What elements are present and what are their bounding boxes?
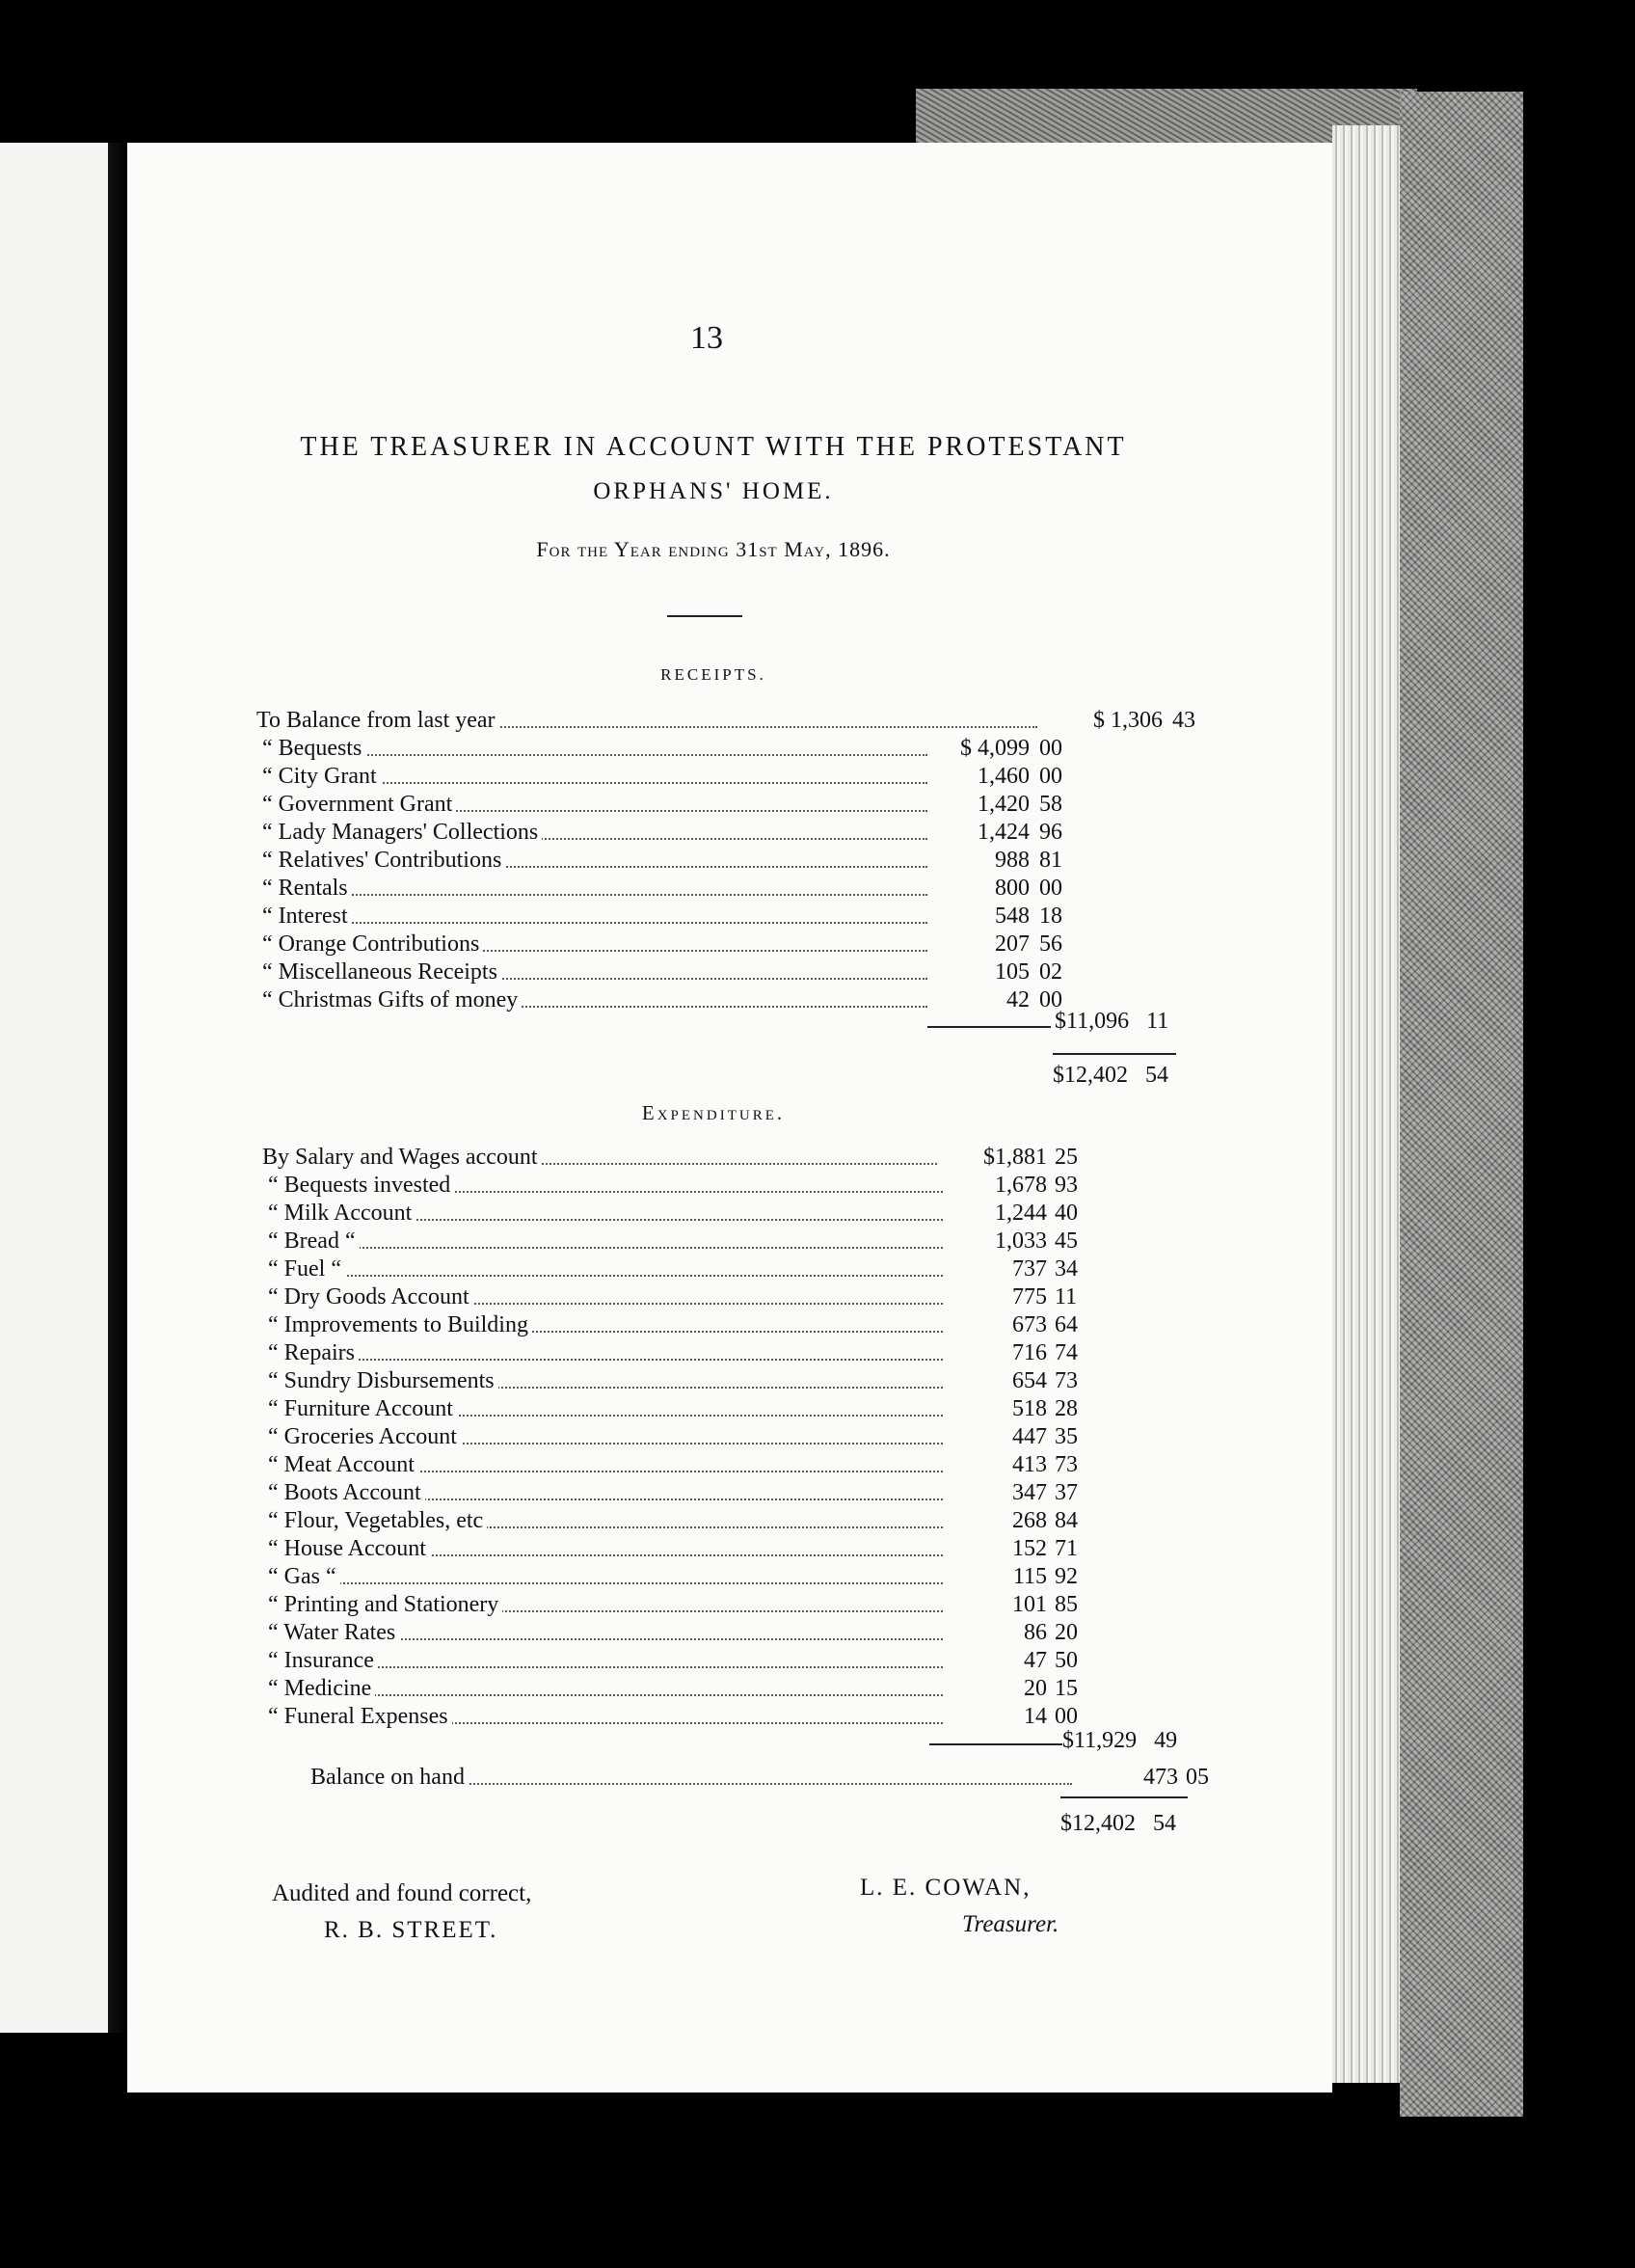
row-amount: 1,244 [995,1201,1047,1226]
row-label: “ Christmas Gifts of money [262,986,522,1014]
row-amount: 1,460 [978,764,1030,789]
row-amount: 800 [995,876,1030,901]
page-number: 13 [690,320,723,356]
row-cents: 34 [1055,1256,1078,1282]
expenditure-row [268,1451,1078,1479]
row-cents: 56 [1039,932,1062,957]
row-label: “ Fuel “ [268,1256,345,1283]
row-amount: 268 [1012,1508,1047,1533]
expenditure-row [268,1339,1078,1367]
leader-dots [272,875,927,896]
expenditure-row [268,1535,1078,1563]
row-amount: 42 [1006,987,1030,1012]
expenditure-row [268,1591,1078,1619]
row-cents: 25 [1055,1145,1078,1170]
expenditure-row [268,1703,1078,1731]
row-label: “ Improvements to Building [268,1311,532,1339]
subtotal-cents: 11 [1146,1009,1169,1034]
leader-dots [278,1228,943,1249]
row-amount: 548 [995,904,1030,929]
treasurer-name: L. E. COWAN, [860,1875,1032,1901]
receipt-row [262,875,1062,903]
row-cents: 81 [1039,848,1062,873]
row-cents: 50 [1055,1648,1078,1673]
row-cents: 74 [1055,1340,1078,1365]
row-amount: 1,420 [978,792,1030,817]
leader-dots [278,1256,943,1277]
expenditure-row [268,1479,1078,1507]
row-label: “ Boots Account [268,1479,425,1507]
row-cents: 85 [1055,1592,1078,1617]
row-label: “ City Grant [262,763,381,791]
subtotal-cents: 49 [1154,1728,1178,1753]
row-label: “ Rentals [262,875,352,903]
row-label: “ Miscellaneous Receipts [262,958,501,986]
row-label: To Balance from last year [256,707,499,735]
title-divider [667,615,742,617]
row-label: “ Bequests [262,735,365,763]
row-amount: 207 [995,932,1030,957]
row-amount: $1,881 [983,1145,1047,1170]
expenditure-row [268,1367,1078,1395]
expenditure-total-rule [1060,1796,1188,1798]
row-cents: 35 [1055,1424,1078,1449]
row-amount: 775 [1012,1284,1047,1310]
row-amount: 347 [1012,1480,1047,1505]
row-label: “ Lady Managers' Collections [262,819,542,847]
row-cents: 00 [1039,876,1062,901]
expenditure-row [268,1311,1078,1339]
row-label: “ Relatives' Contributions [262,847,505,875]
row-cents: 18 [1039,904,1062,929]
row-cents: 84 [1055,1508,1078,1533]
expenditure-row [268,1283,1078,1311]
expenditure-row [268,1619,1078,1647]
row-cents: 43 [1172,708,1195,733]
page-stack-edge [1332,125,1400,2083]
row-amount: $ 4,099 [960,736,1030,761]
row-label: “ Milk Account [268,1200,415,1228]
receipt-row [262,847,1062,875]
receipt-row [262,819,1062,847]
row-cents: 05 [1186,1765,1209,1790]
row-label: “ House Account [268,1535,430,1563]
subtotal-amount: $11,929 [1062,1728,1138,1753]
receipts-heading: RECEIPTS. [660,665,766,684]
expenditure-row [262,1144,1078,1172]
document-subtitle: For the Year ending 31st May, 1896. [536,537,891,561]
receipt-row [262,931,1062,958]
row-cents: 00 [1055,1704,1078,1729]
grand-total-amount: $12,402 [1053,1063,1128,1088]
row-amount: 518 [1012,1396,1047,1421]
leader-dots [278,1563,943,1584]
document-title-line1: THE TREASURER IN ACCOUNT WITH THE PROTESTANT [300,432,1127,462]
expenditure-grand-total [1060,1811,1176,1837]
receipt-row [262,791,1062,819]
auditor-statement: Audited and found correct, [272,1880,532,1906]
expenditure-row [268,1647,1078,1675]
row-cents: 15 [1055,1676,1078,1701]
receipt-row [262,958,1062,986]
row-label: “ Government Grant [262,791,456,819]
row-label: “ Meat Account [268,1451,418,1479]
row-amount: 413 [1012,1452,1047,1477]
row-label: “ Bread “ [268,1228,360,1256]
row-label: “ Bequests invested [268,1172,454,1200]
row-label: “ Repairs [268,1339,359,1367]
row-label: “ Insurance [268,1647,378,1675]
row-amount: 988 [995,848,1030,873]
row-label: “ Groceries Account [268,1423,461,1451]
receipts-subtotal-rule [927,1026,1051,1028]
receipts-grand-total [1053,1063,1168,1089]
book-gutter [108,143,127,2033]
row-cents: 02 [1039,959,1062,985]
subtotal-amount: $11,096 [1055,1009,1130,1034]
book-cover [1400,92,1523,2117]
expenditure-row [268,1423,1078,1451]
row-cents: 45 [1055,1228,1078,1254]
row-cents: 00 [1039,736,1062,761]
expenditure-row [268,1172,1078,1200]
receipts-total-rule [1053,1053,1176,1055]
row-label: “ Flour, Vegetables, etc [268,1507,487,1535]
row-amount: 654 [1012,1368,1047,1393]
expenditure-row [268,1200,1078,1228]
row-label: “ Interest [262,903,352,931]
row-amount: 14 [1024,1704,1047,1729]
row-cents: 93 [1055,1173,1078,1198]
row-cents: 64 [1055,1312,1078,1337]
expenditure-row [268,1395,1078,1423]
document-title-line2: ORPHANS' HOME. [593,478,834,504]
row-amount: 447 [1012,1424,1047,1449]
expenditure-row [268,1228,1078,1256]
receipt-row [262,986,1062,1014]
row-amount: 1,424 [978,820,1030,845]
row-cents: 40 [1055,1201,1078,1226]
expenditure-row [268,1256,1078,1283]
grand-total-cents: 54 [1153,1811,1176,1836]
auditor-name: R. B. STREET. [324,1917,498,1943]
row-cents: 20 [1055,1620,1078,1645]
expenditure-heading: Expenditure. [641,1101,786,1124]
row-label: “ Orange Contributions [262,931,483,958]
row-cents: 00 [1039,764,1062,789]
row-amount: 115 [1012,1564,1047,1589]
expenditure-row [268,1675,1078,1703]
row-cents: 58 [1039,792,1062,817]
row-amount: 1,033 [995,1228,1047,1254]
row-cents: 73 [1055,1368,1078,1393]
row-amount: 47 [1024,1648,1047,1673]
row-amount: 101 [1012,1592,1047,1617]
leader-dots [272,903,927,924]
row-amount: $ 1,306 [1093,708,1163,733]
expenditure-subtotal-rule [929,1743,1062,1745]
row-amount: 86 [1024,1620,1047,1645]
expenditure-row [268,1563,1078,1591]
row-cents: 71 [1055,1536,1078,1561]
row-label: Balance on hand [310,1764,469,1792]
row-amount: 105 [995,959,1030,985]
row-label: “ Water Rates [268,1619,399,1647]
row-label: “ Gas “ [268,1563,340,1591]
row-label: “ Furniture Account [268,1395,457,1423]
row-amount: 20 [1024,1676,1047,1701]
row-label: “ Medicine [268,1675,375,1703]
receipt-row [262,763,1062,791]
row-cents: 28 [1055,1396,1078,1421]
row-amount: 737 [1012,1256,1047,1282]
row-label: “ Printing and Stationery [268,1591,502,1619]
row-cents: 00 [1039,987,1062,1012]
row-cents: 11 [1055,1284,1078,1310]
row-label: “ Dry Goods Account [268,1283,473,1311]
row-amount: 716 [1012,1340,1047,1365]
facing-page-edge [0,143,108,2033]
row-amount: 473 [1143,1765,1178,1790]
row-amount: 673 [1012,1312,1047,1337]
balance-row [310,1764,1209,1792]
row-label: “ Sundry Disbursements [268,1367,498,1395]
treasurer-title: Treasurer. [962,1911,1059,1937]
expenditure-subtotal [1062,1728,1177,1754]
leader-dots [272,735,927,756]
expenditure-row [268,1507,1078,1535]
grand-total-amount: $12,402 [1060,1811,1136,1836]
row-cents: 37 [1055,1480,1078,1505]
receipt-row [262,735,1062,763]
leader-dots [278,1675,943,1696]
row-label: “ Funeral Expenses [268,1703,452,1731]
row-label: By Salary and Wages account [262,1144,542,1172]
row-cents: 73 [1055,1452,1078,1477]
row-cents: 92 [1055,1564,1078,1589]
row-amount: 1,678 [995,1173,1047,1198]
row-amount: 152 [1012,1536,1047,1561]
receipts-subtotal [1055,1009,1168,1035]
receipt-opening-row [256,707,1195,735]
receipt-row [262,903,1062,931]
row-cents: 96 [1039,820,1062,845]
leader-dots [278,1339,943,1361]
grand-total-cents: 54 [1145,1063,1168,1088]
